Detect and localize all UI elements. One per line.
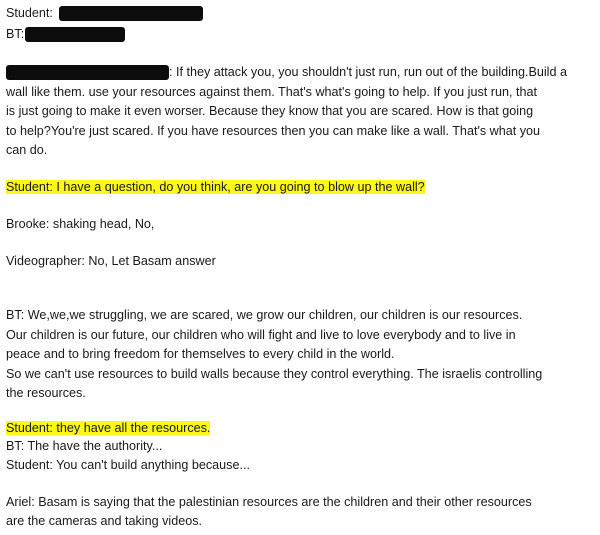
paragraph1-line-1 xyxy=(6,62,567,82)
redacted-speaker-name xyxy=(6,65,169,80)
bt-paragraph-line-3: peace and to bring freedom for themselves to every child in the world. xyxy=(6,347,395,361)
bt-paragraph-line-5: the resources. xyxy=(6,386,86,400)
redacted-bt-name xyxy=(25,27,125,42)
student-cant-build-line: Student: You can't build anything because... xyxy=(6,458,250,472)
student-question-highlight: Student: I have a question, do you think, are you going to blow up the wall? xyxy=(6,180,425,194)
bt-paragraph-line-4: So we can't use resources to build walls because they control everything. The israelis controlling xyxy=(6,367,543,381)
bt-label: BT: xyxy=(6,27,25,41)
bt-authority-line: BT: The have the authority... xyxy=(6,439,163,453)
brooke-line: Brooke: shaking head, No, xyxy=(6,217,155,231)
student-header-line xyxy=(6,3,203,23)
bt-paragraph-line-2: Our children is our future, our children who will fight and live to love everybody and to live in xyxy=(6,328,516,342)
paragraph1-line-5: can do. xyxy=(6,143,48,157)
student-label: Student: xyxy=(6,6,53,20)
ariel-paragraph-line-1: Ariel: Basam is saying that the palestinian resources are the children and their other resources xyxy=(6,495,532,509)
paragraph1-line-4: to help?You're just scared. If you have resources then you can make like a wall. That's what you xyxy=(6,124,541,138)
paragraph1-line-3: is just going to make it even worser. Because they know that you are scared. How is that going xyxy=(6,104,534,118)
videographer-line: Videographer: No, Let Basam answer xyxy=(6,254,216,268)
paragraph1-text-1: : If they attack you, you shouldn't just run, run out of the building.Build a xyxy=(169,65,567,79)
student-question-line xyxy=(6,177,425,197)
student-resources-highlight: Student: they have all the resources. xyxy=(6,421,211,435)
student-resources-line xyxy=(6,418,210,438)
redacted-student-name xyxy=(59,6,203,21)
bt-header-line xyxy=(6,24,125,44)
ariel-paragraph-line-2: are the cameras and taking videos. xyxy=(6,514,203,528)
bt-paragraph-line-1: BT: We,we,we struggling, we are scared, we grow our children, our children is our resources. xyxy=(6,308,523,322)
paragraph1-line-2: wall like them. use your resources against them. That's what's going to help. If you just run, that xyxy=(6,85,537,99)
